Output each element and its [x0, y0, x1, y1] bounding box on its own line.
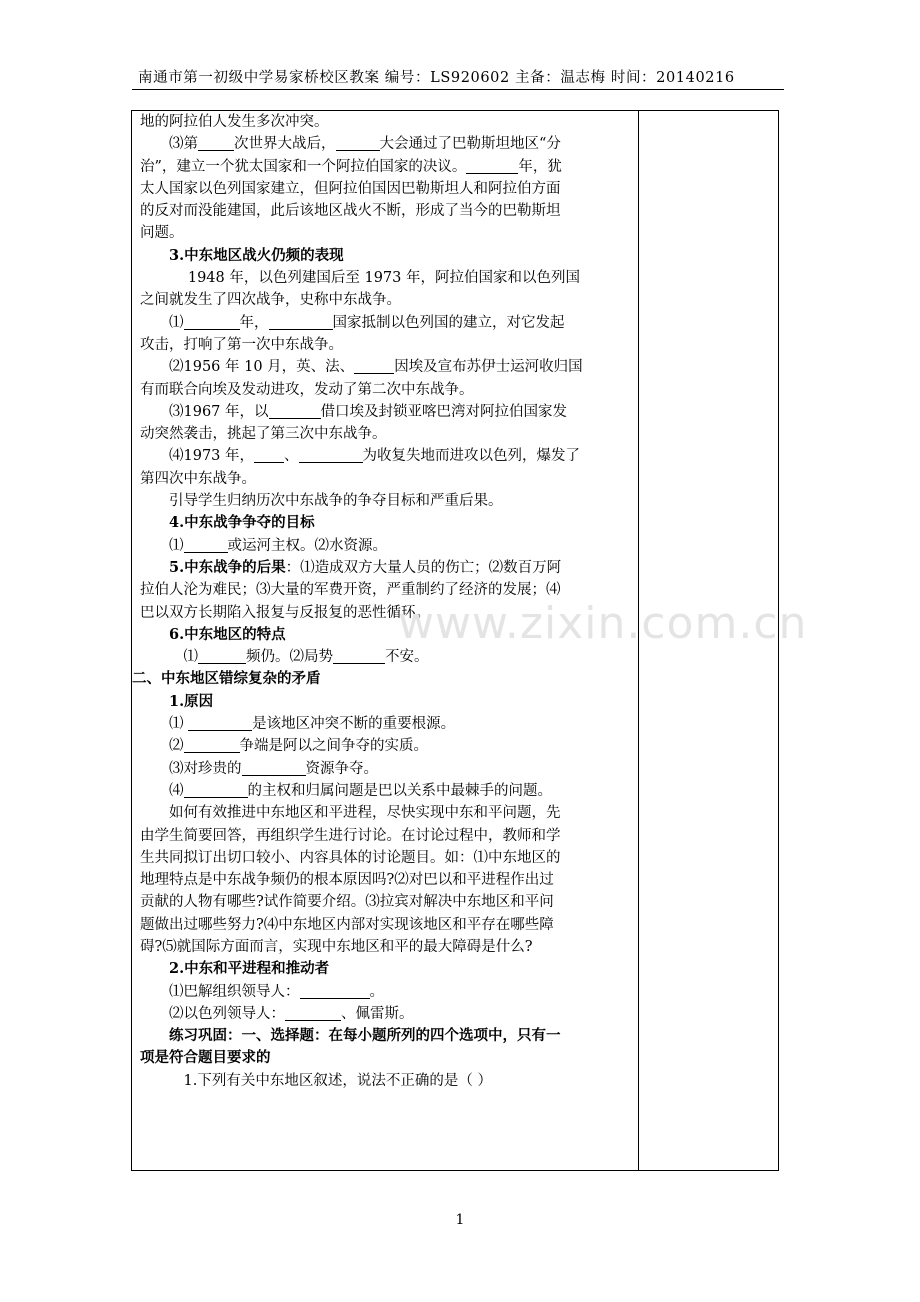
answer-blank[interactable] [188, 714, 252, 731]
text-line: ⑵ 争端是阿以之间争夺的实质。 [169, 738, 428, 755]
text-line: 问题。 [140, 225, 184, 242]
text-line: 地理特点是中东战争频仍的根本原因吗?⑵对巴以和平进程作出过 [140, 872, 554, 889]
header-rule [132, 89, 784, 90]
text-line: 第四次中东战争。 [140, 470, 256, 487]
answer-blank[interactable] [242, 759, 306, 776]
text-line: 如何有效推进中东地区和平进程，尽快实现中东和平问题，先 [169, 805, 561, 822]
answer-blank[interactable] [354, 357, 394, 374]
text-line: 拉伯人沦为难民；⑶大量的军费开资，严重制约了经济的发展；⑷ [140, 582, 561, 599]
answer-blank[interactable] [285, 1004, 341, 1021]
answer-blank[interactable] [184, 781, 248, 798]
page-header: 南通市第一初级中学易家桥校区教案 编号：LS920602 主备：温志梅 时间：20140216 [138, 70, 735, 86]
text-line: ⑵1956 年 10 月，英、法、 因埃及宣布苏伊士运河收归国 [169, 359, 583, 376]
answer-blank[interactable] [198, 647, 246, 664]
heading-3: 3.中东地区战火仍频的表现 [169, 246, 344, 264]
answer-blank[interactable] [184, 736, 240, 753]
text-line: 引导学生归纳历次中东战争的争夺目标和严重后果。 [169, 493, 503, 510]
answer-blank[interactable] [184, 313, 240, 330]
text-line: ⑵以色列领导人： 、佩雷斯。 [169, 1005, 414, 1022]
text-line: 治”，建立一个犹太国家和一个阿拉伯国家的决议。 年，犹 [140, 158, 562, 175]
answer-blank[interactable] [184, 536, 228, 553]
answer-blank[interactable] [300, 982, 370, 999]
text-line: ⑶1967 年，以 借口埃及封锁亚喀巴湾对阿拉伯国家发 [169, 403, 568, 420]
question-1: 1.下列有关中东地区叙述，说法不正确的是（ ） [183, 1072, 492, 1089]
heading-6: 6.中东地区的特点 [169, 625, 286, 643]
text-line: 生共同拟订出切口较小、内容具体的讨论题目。如：⑴中东地区的 [140, 849, 561, 866]
text-line: 贡献的人物有哪些?试作简要介绍。⑶拉宾对解决中东地区和平问 [140, 894, 554, 911]
section-heading: 二、中东地区错综复杂的矛盾 [132, 670, 321, 688]
text-line: 碍?⑸就国际方面而言，实现中东地区和平的最大障碍是什么? [140, 938, 533, 955]
text-line: 的反对而没能建国，此后该地区战火不断，形成了当今的巴勒斯坦 [140, 203, 561, 220]
text-line: 由学生简要回答，再组织学生进行讨论。在讨论过程中，教师和学 [140, 827, 561, 844]
text-line: 地的阿拉伯人发生多次冲突。 [140, 114, 329, 130]
text-line: 5.中东战争的后果：⑴造成双方大量人员的伤亡；⑵数百万阿 [169, 558, 562, 576]
answer-blank[interactable] [254, 446, 284, 463]
answer-blank[interactable] [299, 446, 363, 463]
answer-blank[interactable] [269, 402, 321, 419]
text-line: ⑴ 或运河主权。⑵水资源。 [169, 537, 387, 554]
text-line: ⑶对珍贵的 资源争夺。 [169, 760, 378, 777]
text-line: 攻击，打响了第一次中东战争。 [140, 336, 343, 353]
answer-blank[interactable] [466, 157, 518, 174]
heading-4: 4.中东战争争夺的目标 [169, 514, 315, 532]
text-line: 1948 年，以色列建国后至 1973 年，阿拉伯国家和以色列国 [187, 270, 580, 287]
exercise-heading-cont: 项是符合题目要求的 [140, 1049, 271, 1067]
text-line: 太人国家以色列国家建立，但阿拉伯国因巴勒斯坦人和阿拉伯方面 [140, 180, 561, 197]
subheading-cause: 1.原因 [169, 692, 214, 710]
heading-5: 5.中东战争的后果 [169, 558, 286, 576]
answer-blank[interactable] [333, 647, 385, 664]
text-line: 之间就发生了四次战争，史称中东战争。 [140, 292, 401, 309]
text-line: 动突然袭击，挑起了第三次中东战争。 [140, 426, 387, 443]
text-line: ⑴ 是该地区冲突不断的重要根源。 [169, 716, 456, 733]
text-line: 有而联合向埃及发动进攻，发动了第二次中东战争。 [140, 381, 474, 398]
text-line: ⑷1973 年， 、 为收复失地而进攻以色列，爆发了 [169, 448, 581, 465]
answer-blank[interactable] [198, 134, 234, 151]
text-line: ⑴ 频仍。⑵局势 不安。 [183, 649, 429, 666]
text-line: ⑷ 的主权和归属问题是巴以关系中最棘手的问题。 [169, 782, 552, 799]
text-line: ⑴ 年， 国家抵制以色列国的建立，对它发起 [169, 314, 565, 331]
watermark: www.zixin.com.cn [398, 598, 808, 649]
answer-blank[interactable] [269, 313, 333, 330]
page-number: 1 [455, 1212, 465, 1228]
exercise-heading: 练习巩固：一、选择题：在每小题所列的四个选项中，只有一 [169, 1027, 561, 1045]
answer-blank[interactable] [336, 134, 380, 151]
subheading-peace: 2.中东和平进程和推动者 [169, 960, 330, 978]
text-line: ⑴巴解组织领导人： 。 [169, 983, 384, 1000]
text-line: 巴以双方长期陷入报复与反报复的恶性循环。 [140, 604, 430, 621]
text-line: 题做出过哪些努力?⑷中东地区内部对实现该地区和平存在哪些障 [140, 916, 554, 933]
text-line: ⑶第 次世界大战后， 大会通过了巴勒斯坦地区“分 [169, 136, 561, 153]
